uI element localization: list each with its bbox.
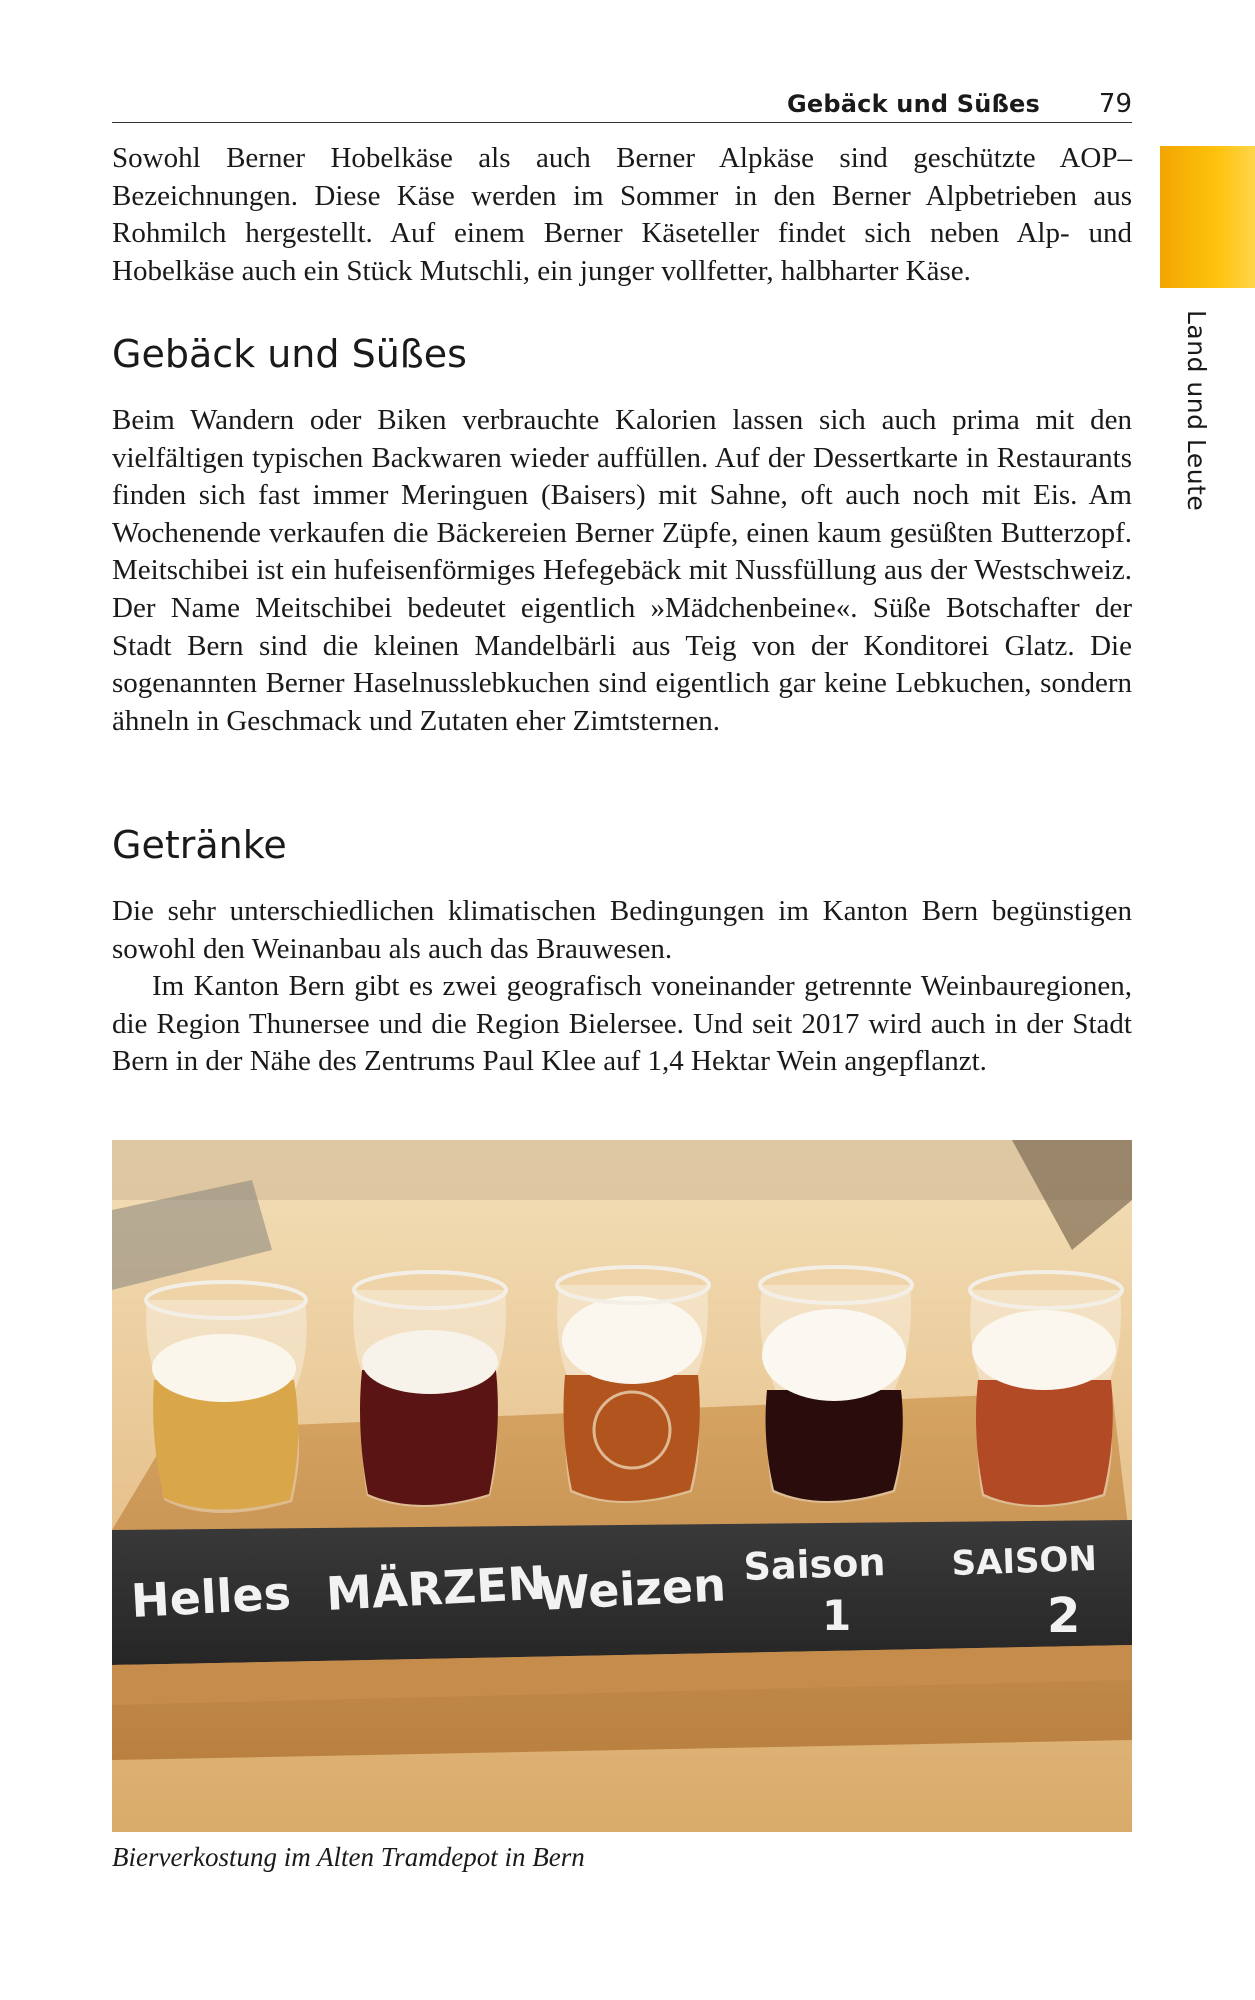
- glass-2: [353, 1272, 506, 1507]
- pastry-paragraph: Beim Wandern oder Biken verbrauchte Kalorien lassen sich auch prima mit den vielfältigen typischen Backwaren wieder auffüllen. Auf der Dessertkarte in Restaurants finden sich fast immer Meringuen (Baisers) mit Sahne, oft auch noch mit Eis. Am Wochenende verkaufen die Bäckereien Berner Züpfe, einen kaum gesüßten Butterzopf. Meitschibei ist ein hufeisenförmiges Hefegebäck mit Nussfüllung aus der Westschweiz. Der Name Meitschibei bedeutet eigentlich »Mädchenbeine«. Süße Botschafter der Stadt Bern sind die kleinen Mandelbärli aus Teig von der Konditorei Glatz. Die sogenannten Berner Haselnusslebkuchen sind eigentlich gar keine Lebkuchen, sondern ähneln in Geschmack und Zutaten eher Zimtsternen.: [112, 404, 1132, 737]
- chalk-label-helles: Helles: [129, 1565, 293, 1628]
- photo-caption: Bierverkostung im Alten Tramdepot in Bern: [112, 1842, 585, 1872]
- intro-paragraph-block: [112, 140, 1132, 290]
- beer-2-foam: [362, 1330, 498, 1394]
- chalk-label-saison-1: Saison: [742, 1540, 887, 1589]
- running-head-title: Gebäck und Süßes: [787, 90, 1040, 118]
- pastry-paragraph-block: [112, 402, 1132, 740]
- drinks-paragraph-1: Die sehr unterschiedlichen klimatischen Bedingungen im Kanton Bern begünstigen sowohl den Weinanbau als auch das Brauwesen.: [112, 895, 1132, 965]
- chalk-label-saison-2: SAISON: [950, 1538, 1098, 1584]
- intro-paragraph: Sowohl Berner Hobelkäse als auch Berner Alpkäse sind geschützte AOP–Bezeichnungen. Diese Käse werden im Sommer in den Berner Alpbetrieben aus Rohmilch hergestellt. Auf einem Berner Käseteller findet sich neben Alp- und Hobelkäse auch ein Stück Mutschli, ein junger vollfetter, halbharter Käse.: [112, 142, 1132, 287]
- drinks-paragraph-2: Im Kanton Bern gibt es zwei geografisch voneinander getrennte Weinbauregionen, die Region Thunersee und die Region Bielersee. Und seit 2017 wird auch in der Stadt Bern in der Nähe des Zentrums Paul Klee auf 1,4 Hektar Wein angepflanzt.: [112, 970, 1132, 1078]
- running-head: [112, 88, 1132, 123]
- beer-flight-photo: [112, 1140, 1132, 1832]
- background-blur: [112, 1140, 1132, 1200]
- glass-5: [970, 1272, 1122, 1507]
- chalk-label-weizen: Weizen: [537, 1557, 728, 1621]
- chalk-number-2: 2: [1047, 1588, 1081, 1644]
- drinks-paragraph-block: [112, 893, 1132, 1081]
- section-heading-pastry: Gebäck und Süßes: [112, 332, 467, 376]
- glass-4: [760, 1267, 912, 1503]
- beer-flight-illustration: [112, 1140, 1132, 1832]
- glass-1: [146, 1282, 307, 1513]
- beer-4-foam: [762, 1309, 906, 1401]
- page-number: 79: [1098, 89, 1132, 119]
- beer-4-liquid: [766, 1390, 903, 1501]
- chalk-label-maerzen: MÄRZEN: [324, 1555, 548, 1621]
- glass-3: [557, 1267, 709, 1503]
- beer-5-liquid: [976, 1380, 1113, 1505]
- chapter-side-label: Land und Leute: [1182, 310, 1211, 512]
- beer-3-foam: [562, 1296, 702, 1384]
- beer-5-foam: [972, 1310, 1116, 1390]
- section-heading-drinks: Getränke: [112, 823, 287, 867]
- beer-3-liquid: [564, 1375, 700, 1501]
- chapter-thumb-tab: [1160, 146, 1255, 288]
- chalk-number-1: 1: [822, 1591, 852, 1640]
- beer-1-foam: [152, 1334, 296, 1402]
